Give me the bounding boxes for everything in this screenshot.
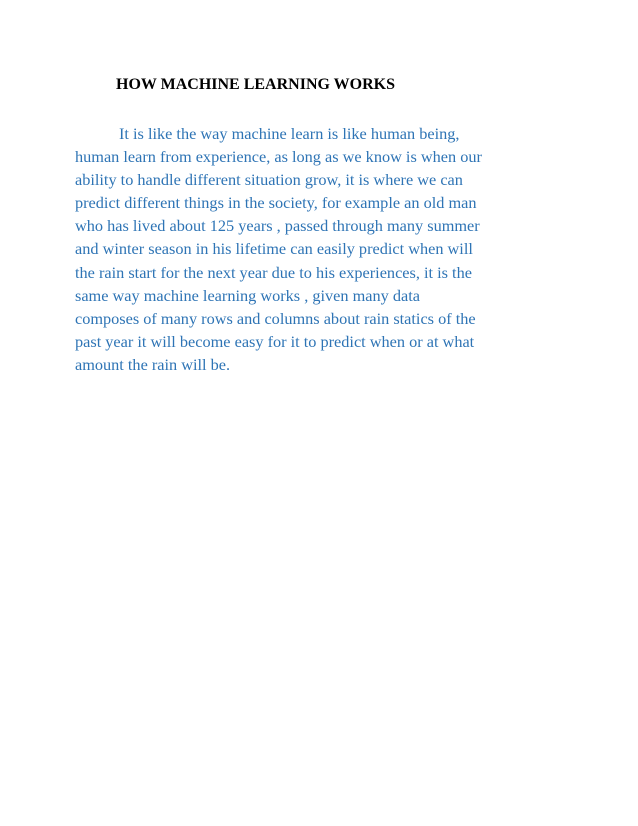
paragraph-line: It is like the way machine learn is like human being, xyxy=(119,124,460,143)
paragraph-line: amount the rain will be. xyxy=(75,354,231,374)
paragraph-line: predict different things in the society, for example an old man xyxy=(75,193,477,213)
document-paragraph xyxy=(75,122,575,376)
paragraph-line: who has lived about 125 years , passed through many summer xyxy=(75,216,480,236)
paragraph-line: ability to handle different situation grow, it is where we can xyxy=(75,170,463,190)
paragraph-line: the rain start for the next year due to his experiences, it is the xyxy=(75,262,472,282)
document-heading: HOW MACHINE LEARNING WORKS xyxy=(116,76,395,93)
paragraph-line: same way machine learning works , given many data xyxy=(75,285,420,305)
paragraph-line: past year it will become easy for it to predict when or at what xyxy=(75,331,475,351)
paragraph-line: composes of many rows and columns about rain statics of the xyxy=(75,308,476,328)
paragraph-line: human learn from experience, as long as we know is when our xyxy=(75,147,482,167)
paragraph-line: and winter season in his lifetime can easily predict when will xyxy=(75,239,473,259)
